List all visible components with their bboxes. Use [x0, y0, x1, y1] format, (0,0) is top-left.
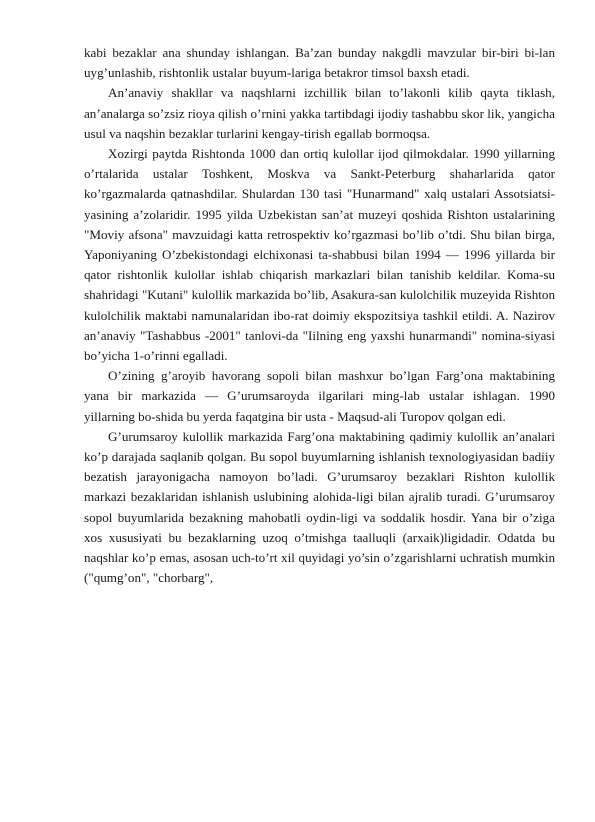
paragraph-traditional-forms: An’anaviy shakllar va naqshlarni izchillik bilan to’lakonli kilib qayta tiklash, an’analarga so’zsiz rioya qilish o’rnini yakka tartibdagi ijodiy tashabbu skor lik, yangicha usul va naqshin bezaklar turlarini kengay-tirish egallab bormoqsa.	[84, 85, 555, 141]
paragraph-gurumsaroy-center: O’zining g’aroyib havorang sopoli bilan mashxur bo’lgan Farg’ona maktabining yana bir markazida — G’urumsaroyda ilgarilari ming-lab ustalar ishlagan. 1990 yillarning bo-shida bu yerda faqatgina bir usta - Maqsud-ali Turopov qolgan edi.	[84, 368, 555, 424]
paragraph-gurumsaroy-traditions: G’urumsaroy kulollik markazida Farg’ona maktabining qadimiy kulollik an’analari ko’p darajada saqlanib qolgan. Bu sopol buyumlarning ishlanish texnologiyasidan badiiy bezatish jarayonigacha namoyon bo’ladi. G’urumsaroy bezaklari Rishton kulollik markazi bezaklaridan ishlanish uslubining alohida-ligi bilan ajralib turadi. G’urumsaroy sopol buyumlarida bezakning mahobatli oydin-ligi va soddalik hosdir. Yana bir o’ziga xos xususiyati bu bezaklarning uzoq o’tmishga taalluqli (arxaik)ligidadir. Odatda bu naqshlar ko’p emas, asosan uch-to’rt xil quyidagi yo’sin o’zgarishlarni uchratish mumkin ("qumg’on", "chorbarg",	[84, 428, 555, 586]
paragraph-continuation: kabi bezaklar ana shunday ishlangan. Ba’zan bunday nakgdli mavzular bir-biri bi-lan uyg’unlashib, rishtonlik ustalar buyum-lariga betakror timsol baxsh etadi.	[84, 45, 555, 81]
document-page	[84, 43, 555, 588]
paragraph-rishton-potters: Xozirgi paytda Rishtonda 1000 dan ortiq kulollar ijod qilmokdalar. 1990 yillarning o’rtalarida ustalar Toshkent, Moskva va Sankt-Peterburg shaharlarida qator ko’rgazmalarda qatnashdilar. Shulardan 130 tasi "Hunarmand" xalq ustalari Assotsiatsi-yasining a’zolaridir. 1995 yilda Uzbekistan san’at muzeyi qoshida Rishton ustalarining "Moviy afsona" mavzuidagi katta retrospektiv ko’rgazmasi bo’lib o’tdi. Shu bilan birga, Yaponiyaning O’zbekistondagi elchixonasi ta-shabbusi bilan 1994 — 1996 yillarda bir qator rishtonlik kulollar ishlab chiqarish markazlari bilan tanishib keldilar. Koma-su shahridagi "Kutani" kulollik markazida bo’lib, Asakura-san kulolchilik muzeyida Rishton kulolchilik maktabi namunalaridan ibo-rat doimiy ekspozitsiya tashkil etildi. A. Nazirov an’anaviy "Tashabbus -2001" tanlovi-da "Iilning eng yaxshi hunarmandi" nomina-siyasi bo’yicha 1-o’rinni egalladi.	[84, 146, 555, 364]
